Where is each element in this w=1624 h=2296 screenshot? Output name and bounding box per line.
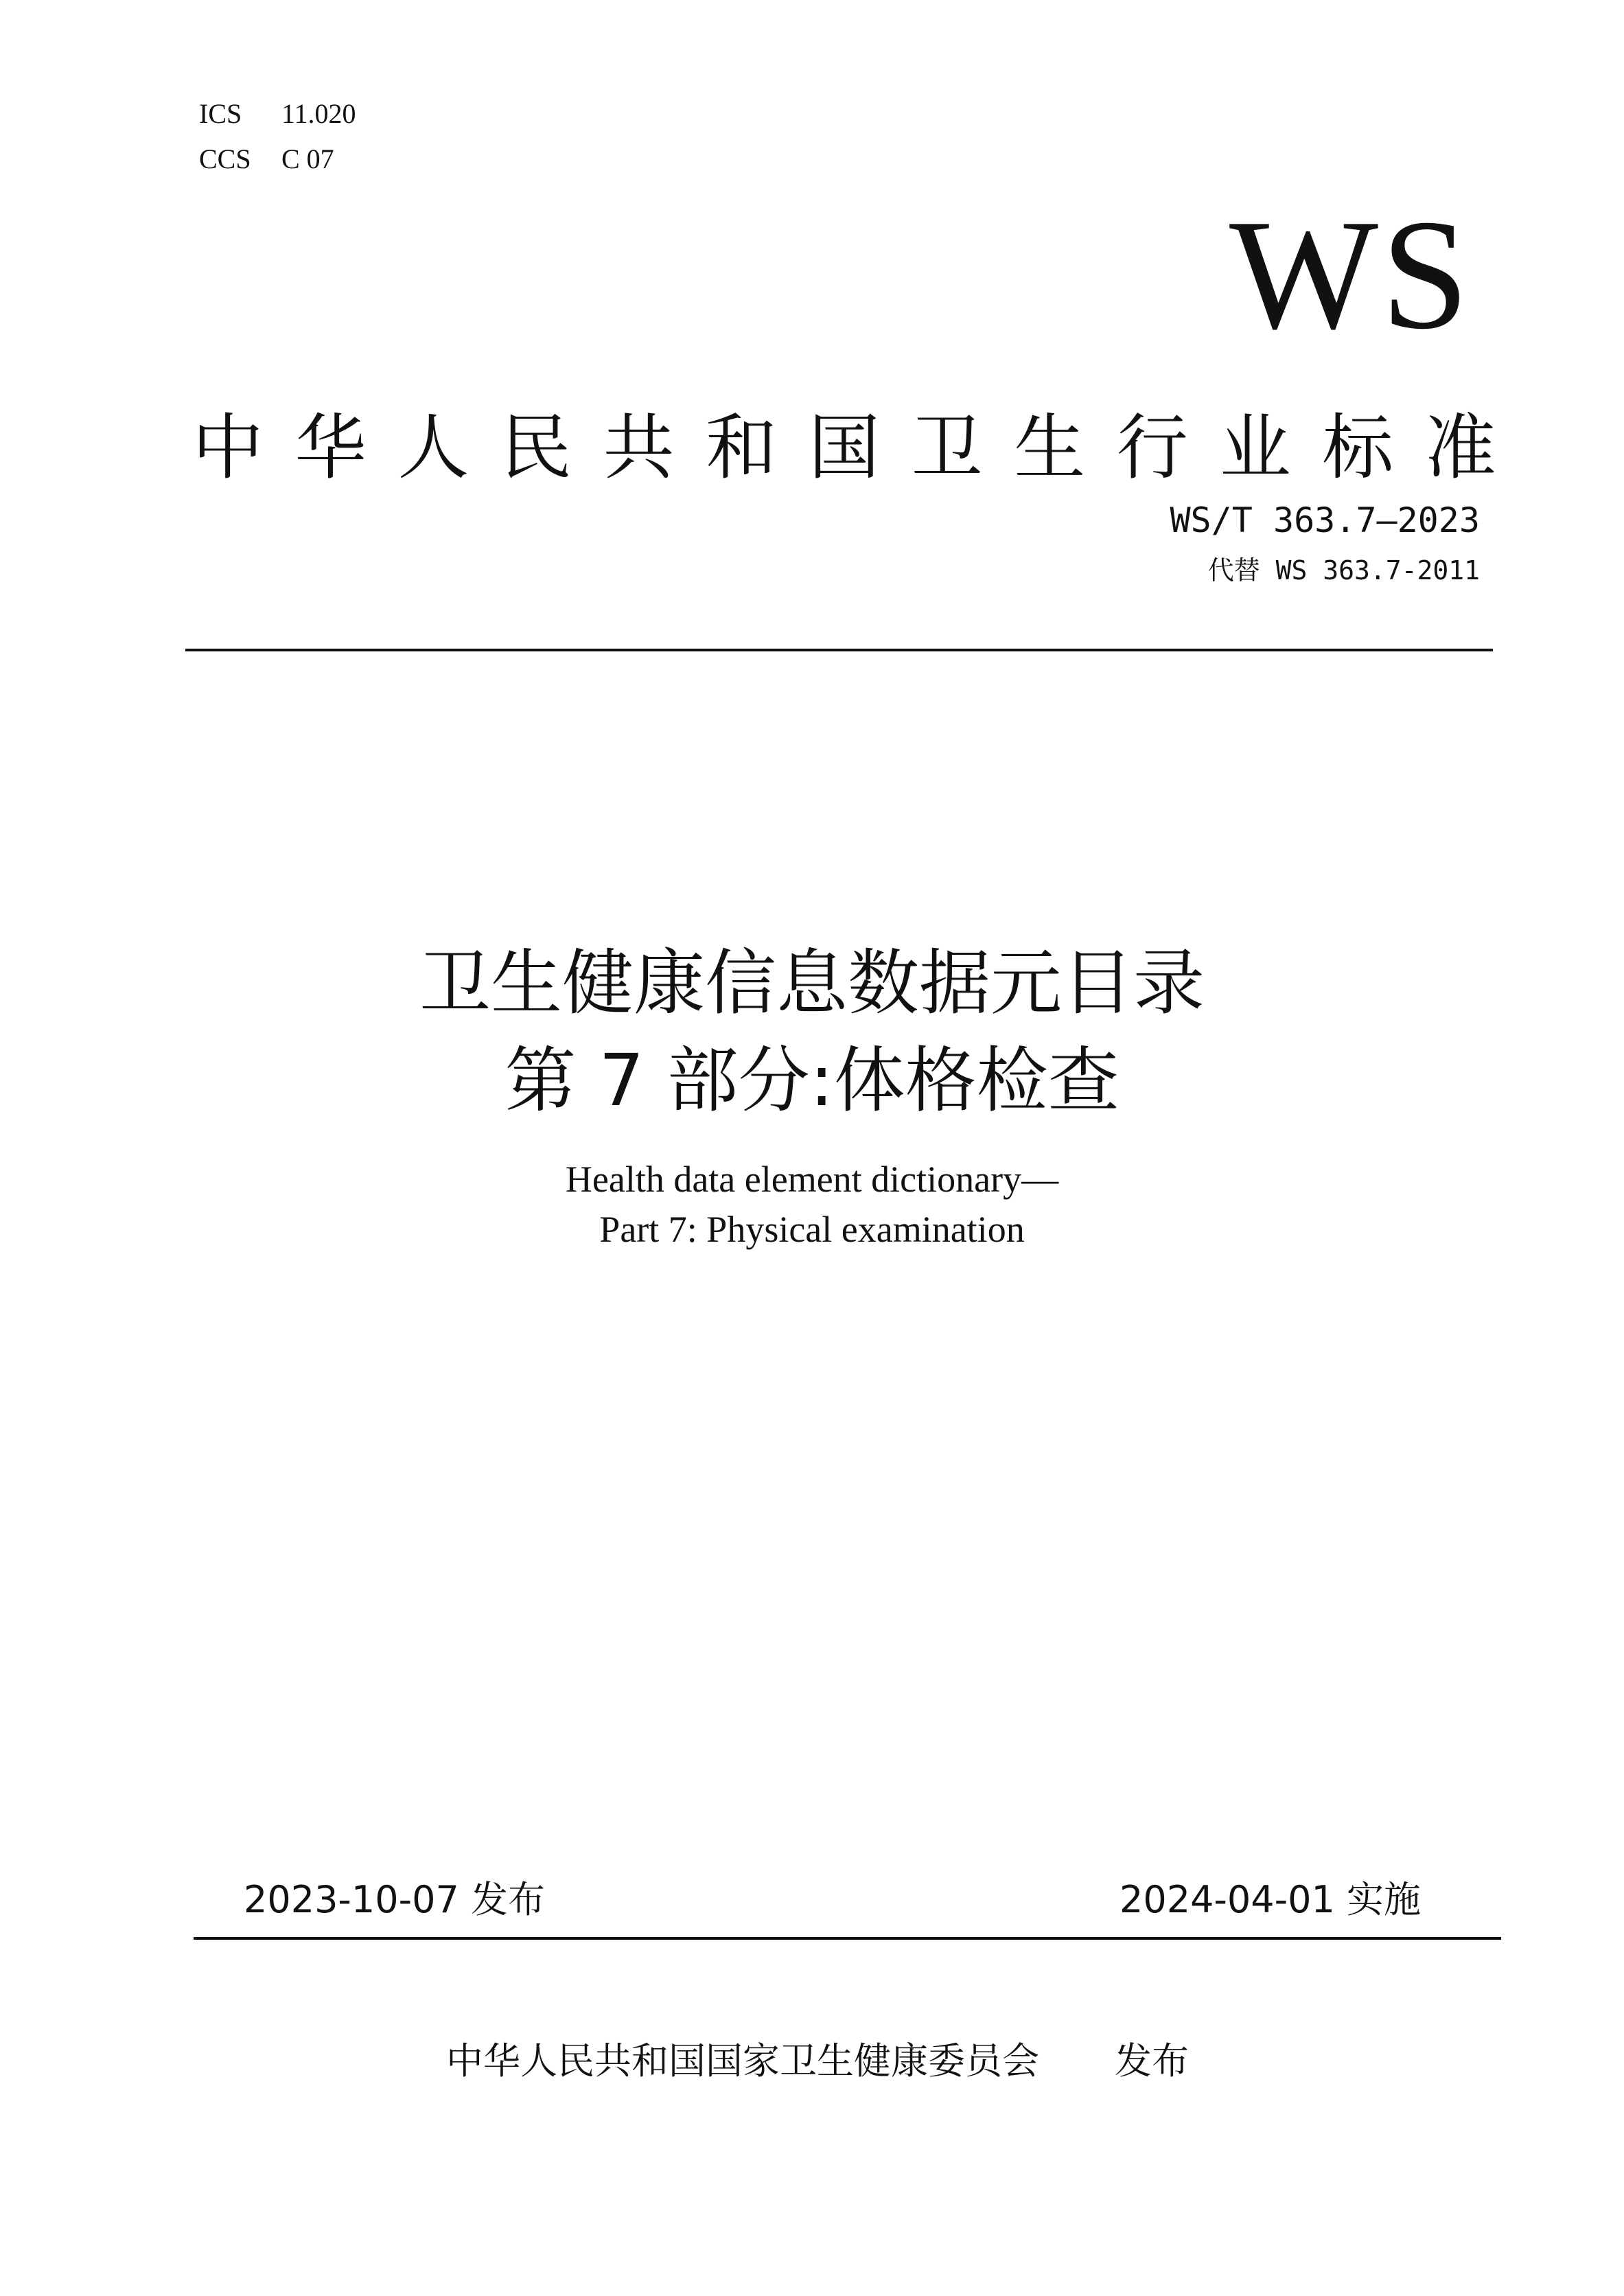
ws-logo: WS <box>1229 187 1472 362</box>
standard-type-char: 华 <box>294 406 367 489</box>
ics-label: ICS <box>199 98 242 129</box>
ccs-label: CCS <box>199 143 251 174</box>
replaces-standard: 代替 WS 363.7-2011 <box>1207 555 1480 585</box>
standard-number: WS/T 363.7—2023 <box>1170 500 1480 540</box>
implement-date: 2024-04-01 实施 <box>1120 1878 1421 1921</box>
top-divider <box>185 649 1493 651</box>
ccs-classification <box>199 143 334 176</box>
standard-type-char: 生 <box>1014 406 1086 489</box>
standard-type-char: 国 <box>808 406 880 489</box>
standard-type-char: 卫 <box>911 406 983 489</box>
ics-classification <box>199 97 356 130</box>
issuer-action: 发布 <box>1115 2039 1189 2083</box>
ccs-value: C 07 <box>281 143 334 174</box>
standard-type-heading <box>192 405 1496 490</box>
standard-type-char: 和 <box>706 406 778 489</box>
standard-type-char: 行 <box>1116 406 1188 489</box>
title-chinese-line-1: 卫生健康信息数据元目录 <box>419 941 1205 1025</box>
standard-type-char: 业 <box>1219 406 1291 489</box>
standard-type-char: 准 <box>1424 406 1496 489</box>
standard-type-char: 人 <box>397 406 469 489</box>
standard-type-char: 标 <box>1322 406 1394 489</box>
issuer-line <box>446 2039 1189 2084</box>
publish-date: 2023-10-07 发布 <box>244 1878 545 1921</box>
standard-type-char: 中 <box>192 406 264 489</box>
title-english-line-1: Health data element dictionary— <box>565 1159 1059 1200</box>
title-english-line-2: Part 7: Physical examination <box>599 1209 1025 1250</box>
title-chinese-line-2: 第 7 部分:体格检查 <box>504 1039 1120 1122</box>
standard-type-char: 民 <box>500 406 572 489</box>
issuer-name: 中华人民共和国国家卫生健康委员会 <box>446 2039 1039 2083</box>
ics-value: 11.020 <box>281 98 356 129</box>
bottom-divider <box>194 1937 1501 1940</box>
standard-type-char: 共 <box>603 406 675 489</box>
